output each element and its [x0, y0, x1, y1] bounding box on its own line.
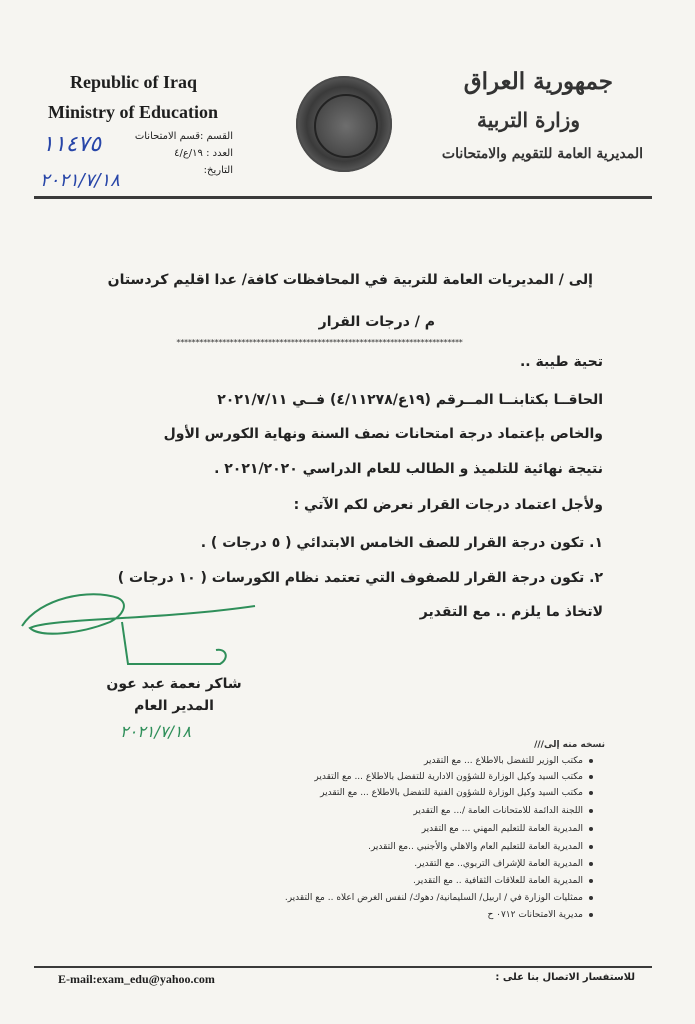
- arabic-header-republic: جمهورية العراق: [463, 68, 613, 95]
- bullet-icon: [589, 759, 593, 763]
- arabic-header-directorate: المديرية العامة للتقويم والامتحانات: [441, 146, 643, 162]
- body-paragraph-line-1: الحاقــا بكتابنــا المــرقم (١٩ع/٤/١١٢٧٨) فــي ٢٠٢١/٧/١١: [217, 392, 603, 408]
- meta-number: العدد : ١٩/ع/٤: [174, 148, 233, 159]
- body-paragraph-line-2: والخاص بإعتماد درجة امتحانات نصف السنة ونهاية الكورس الأول: [163, 426, 603, 442]
- bullet-icon: [589, 896, 593, 900]
- cc-item: مديرية الامتحانات ٠٧١٢ ح: [123, 910, 593, 920]
- header-divider: [34, 196, 652, 199]
- bullet-icon: [589, 827, 593, 831]
- closing-line: لاتخاذ ما يلزم .. مع التقدير: [419, 604, 603, 620]
- meta-date-label: التاريخ:: [203, 165, 233, 176]
- cc-heading: نسخه منه إلى///: [534, 740, 605, 750]
- bullet-icon: [589, 879, 593, 883]
- signatory-title: المدير العام: [134, 698, 214, 714]
- body-paragraph-line-4: ولأجل اعتماد درجات القرار نعرض لكم الآتي :: [293, 497, 603, 513]
- bullet-icon: [589, 862, 593, 866]
- footer-email: E-mail:exam_edu@yahoo.com: [58, 972, 215, 986]
- body-paragraph-line-3: نتيجة نهائية للتلميذ و الطالب للعام الدراسي ٢٠٢١/٢٠٢٠ .: [214, 461, 603, 477]
- cc-item: المديرية العامة للعلاقات الثقافية .. مع التقدير.: [123, 876, 593, 886]
- stars-separator: ***************************************************************************: [176, 338, 463, 347]
- list-item-1: ١. تكون درجة القرار للصف الخامس الابتدائي ( ٥ درجات ) .: [200, 535, 603, 551]
- cc-item: مكتب الوزير للتفضل بالاطلاع ... مع التقدير: [123, 756, 593, 766]
- subject-line: م / درجات القرار: [318, 314, 435, 330]
- bullet-icon: [589, 775, 593, 779]
- cc-item: ممثليات الوزارة في / اربيل/ السليمانية/ دهوك/ لنفس الغرض اعلاه .. مع التقدير.: [123, 893, 593, 903]
- english-header-republic: Republic of Iraq: [70, 72, 198, 92]
- cc-item: اللجنة الدائمة للامتحانات العامة /... مع التقدير: [123, 806, 593, 816]
- signature-date: ٢٠٢١/٧/١٨: [120, 722, 191, 741]
- cc-item: المديرية العامة للإشراف التربوي.. مع التقدير.: [123, 859, 593, 869]
- footer-divider: [34, 966, 652, 968]
- ministry-seal: [296, 76, 392, 172]
- cc-item: مكتب السيد وكيل الوزارة للشؤون الفنية للتفضل بالاطلاع ... مع التقدير: [123, 788, 593, 798]
- list-item-2: ٢. تكون درجة القرار للصفوف التي تعتمد نظام الكورسات ( ١٠ درجات ): [117, 570, 603, 586]
- handwritten-reference-number: ١١٤٧٥: [42, 132, 102, 157]
- recipient-line: إلى / المديريات العامة للتربية في المحافظات كافة/ عدا اقليم كردستان: [107, 272, 593, 288]
- footer-contact-label: للاستفسار الاتصال بنا على :: [495, 972, 635, 983]
- bullet-icon: [589, 791, 593, 795]
- handwritten-date: ٢٠٢١/٧/١٨: [40, 170, 120, 191]
- bullet-icon: [589, 845, 593, 849]
- english-header-ministry: Ministry of Education: [48, 102, 219, 122]
- cc-item: المديرية العامة للتعليم المهني ... مع التقدير: [123, 824, 593, 834]
- seal-emblem: [314, 94, 378, 158]
- bullet-icon: [589, 809, 593, 813]
- greeting: تحية طيبة ..: [519, 354, 603, 370]
- cc-item: المديرية العامة للتعليم العام والاهلي والأجنبي ..مع التقدير.: [123, 842, 593, 852]
- cc-item: مكتب السيد وكيل الوزارة للشؤون الادارية للتفضل بالاطلاع ... مع التقدير: [123, 772, 593, 782]
- arabic-header-ministry: وزارة التربية: [476, 108, 580, 132]
- signatory-name: شاكر نعمة عبد عون: [106, 676, 242, 692]
- handwritten-signature: [10, 578, 280, 678]
- bullet-icon: [589, 913, 593, 917]
- meta-section: القسم :قسم الامتحانات: [134, 131, 233, 142]
